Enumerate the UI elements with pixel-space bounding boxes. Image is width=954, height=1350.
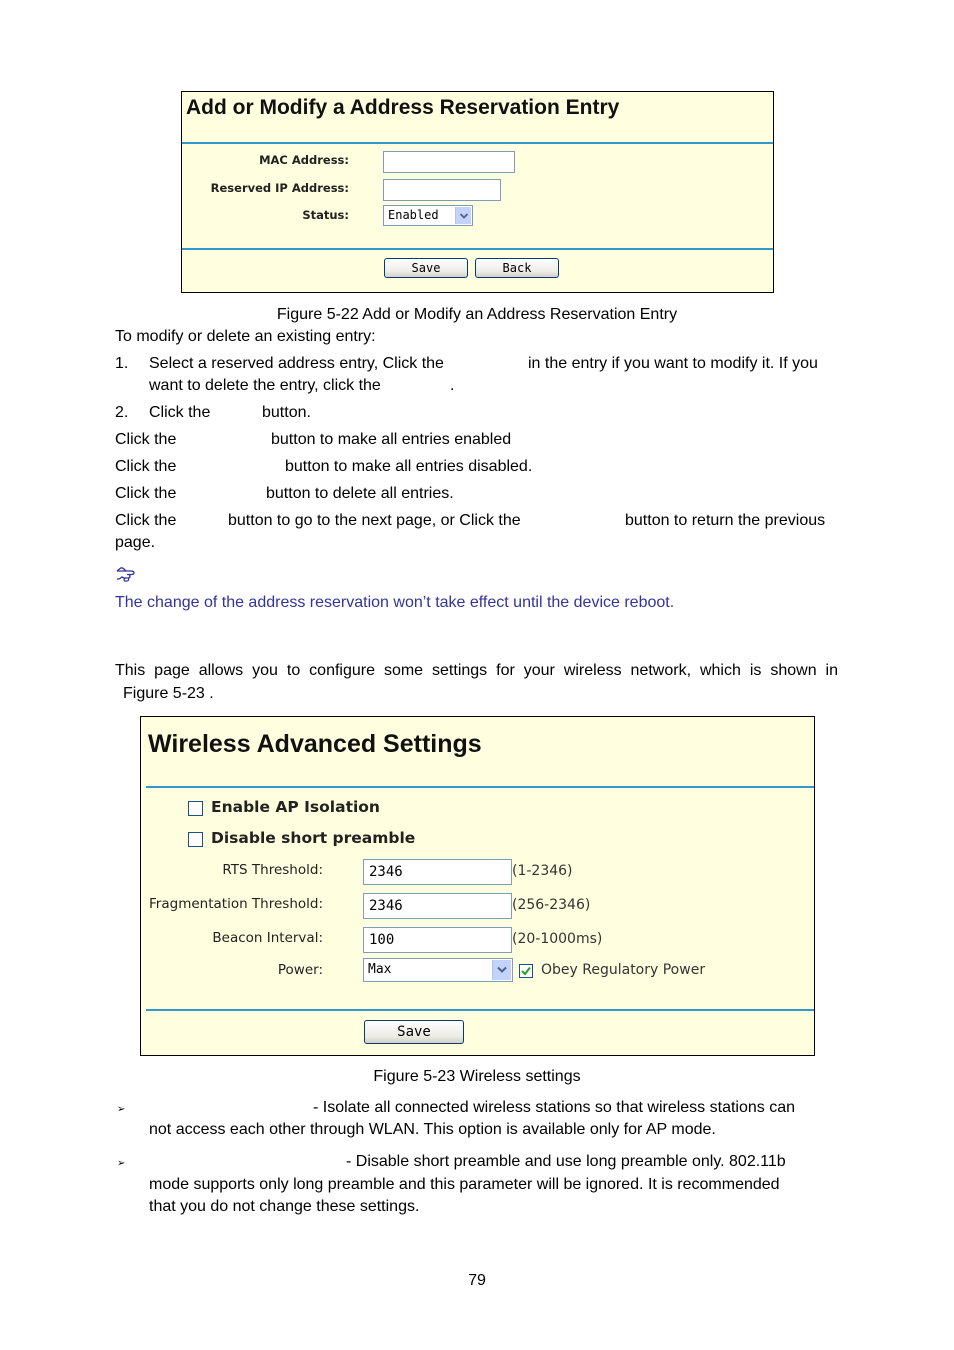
bullet-arrow-icon: ➢ (117, 1158, 126, 1169)
disable-all-text: button to make all entries disabled. (285, 458, 533, 475)
previous-text: button to return the previous (625, 512, 826, 529)
fragmentation-threshold-hint: (256-2346) (512, 897, 591, 913)
note-text: The change of the address reservation won’t take effect until the device reboot. (115, 594, 675, 611)
step1-period: . (450, 377, 455, 394)
status-select[interactable] (383, 205, 473, 226)
power-select-value: Max (368, 962, 392, 977)
wireless-intro-text: This page allows you to configure some settings for your wireless network, which is shown in (115, 662, 838, 679)
step1-text-line2: want to delete the entry, click the (149, 377, 381, 394)
bullet2-line3: that you do not change these settings. (149, 1198, 420, 1215)
enable-all-click: Click the (115, 431, 177, 448)
power-label: Power: (277, 962, 323, 978)
mac-address-label: MAC Address: (259, 153, 349, 167)
bullet1-line2: not access each other through WLAN. This option is available only for AP mode. (149, 1121, 716, 1138)
mac-address-input[interactable] (383, 151, 515, 173)
short-preamble-checkbox[interactable] (188, 832, 203, 847)
step1-text-end: in the entry if you want to modify it. If you (528, 355, 818, 372)
delete-all-click: Click the (115, 485, 177, 502)
obey-regulatory-checkbox[interactable] (519, 964, 533, 978)
modify-intro: To modify or delete an existing entry: (115, 328, 376, 345)
beacon-interval-hint: (20-1000ms) (512, 931, 603, 947)
page-word: page. (115, 534, 156, 551)
enable-all-text: button to make all entries enabled (271, 431, 512, 448)
title-divider (146, 786, 814, 788)
figure-caption-5-23: Figure 5-23 Wireless settings (373, 1068, 581, 1085)
dropdown-arrow-icon[interactable] (492, 960, 511, 980)
footer-divider (182, 248, 773, 250)
fragmentation-threshold-input[interactable]: 2346 (363, 893, 512, 919)
back-button[interactable]: Back (475, 258, 559, 278)
step1-text-start: Select a reserved address entry, Click the (149, 355, 444, 372)
panel-title: Wireless Advanced Settings (148, 730, 482, 758)
figure-caption-5-22: Figure 5-22 Add or Modify an Address Reservation Entry (276, 306, 678, 323)
obey-regulatory-label: Obey Regulatory Power (541, 962, 706, 978)
checkmark-icon (520, 965, 532, 977)
fragmentation-threshold-label: Fragmentation Threshold: (149, 896, 323, 912)
status-select-value: Enabled (388, 208, 439, 222)
step2-number: 2. (115, 404, 129, 421)
footer-divider (146, 1009, 814, 1011)
bullet2-line1: - Disable short preamble and use long preamble only. 802.11b (346, 1153, 786, 1170)
save-button[interactable]: Save (364, 1020, 464, 1044)
rts-threshold-input[interactable]: 2346 (363, 859, 512, 885)
address-reservation-panel (181, 91, 774, 293)
next-click: Click the (115, 512, 177, 529)
rts-threshold-label: RTS Threshold: (222, 862, 323, 878)
figure-reference[interactable]: Figure 5-23 . (123, 685, 214, 702)
beacon-interval-input[interactable]: 100 (363, 927, 512, 953)
save-button[interactable]: Save (384, 258, 468, 278)
reserved-ip-label: Reserved IP Address: (210, 181, 349, 195)
next-text: button to go to the next page, or Click the (228, 512, 521, 529)
wireless-advanced-panel (140, 716, 815, 1056)
title-divider (182, 142, 773, 144)
delete-all-text: button to delete all entries. (266, 485, 454, 502)
reserved-ip-input[interactable] (383, 179, 501, 201)
power-select[interactable] (363, 958, 513, 982)
short-preamble-label: Disable short preamble (211, 829, 416, 847)
step1-number: 1. (115, 355, 129, 372)
step2-text-end: button. (262, 404, 311, 421)
rts-threshold-hint: (1-2346) (512, 863, 573, 879)
step2-text-start: Click the (149, 404, 211, 421)
bullet2-line2: mode supports only long preamble and this parameter will be ignored. It is recommended (149, 1176, 780, 1193)
dropdown-arrow-icon[interactable] (455, 207, 471, 224)
pointing-hand-icon (116, 566, 142, 587)
beacon-interval-label: Beacon Interval: (212, 930, 323, 946)
panel-title: Add or Modify a Address Reservation Entry (186, 96, 620, 119)
disable-all-click: Click the (115, 458, 177, 475)
page-number: 79 (468, 1272, 486, 1289)
bullet-arrow-icon: ➢ (117, 1104, 126, 1115)
ap-isolation-checkbox[interactable] (188, 801, 203, 816)
wireless-intro (115, 660, 838, 682)
bullet1-line1: - Isolate all connected wireless stations so that wireless stations can (313, 1099, 796, 1116)
status-label: Status: (302, 208, 349, 222)
ap-isolation-label: Enable AP Isolation (211, 798, 380, 816)
